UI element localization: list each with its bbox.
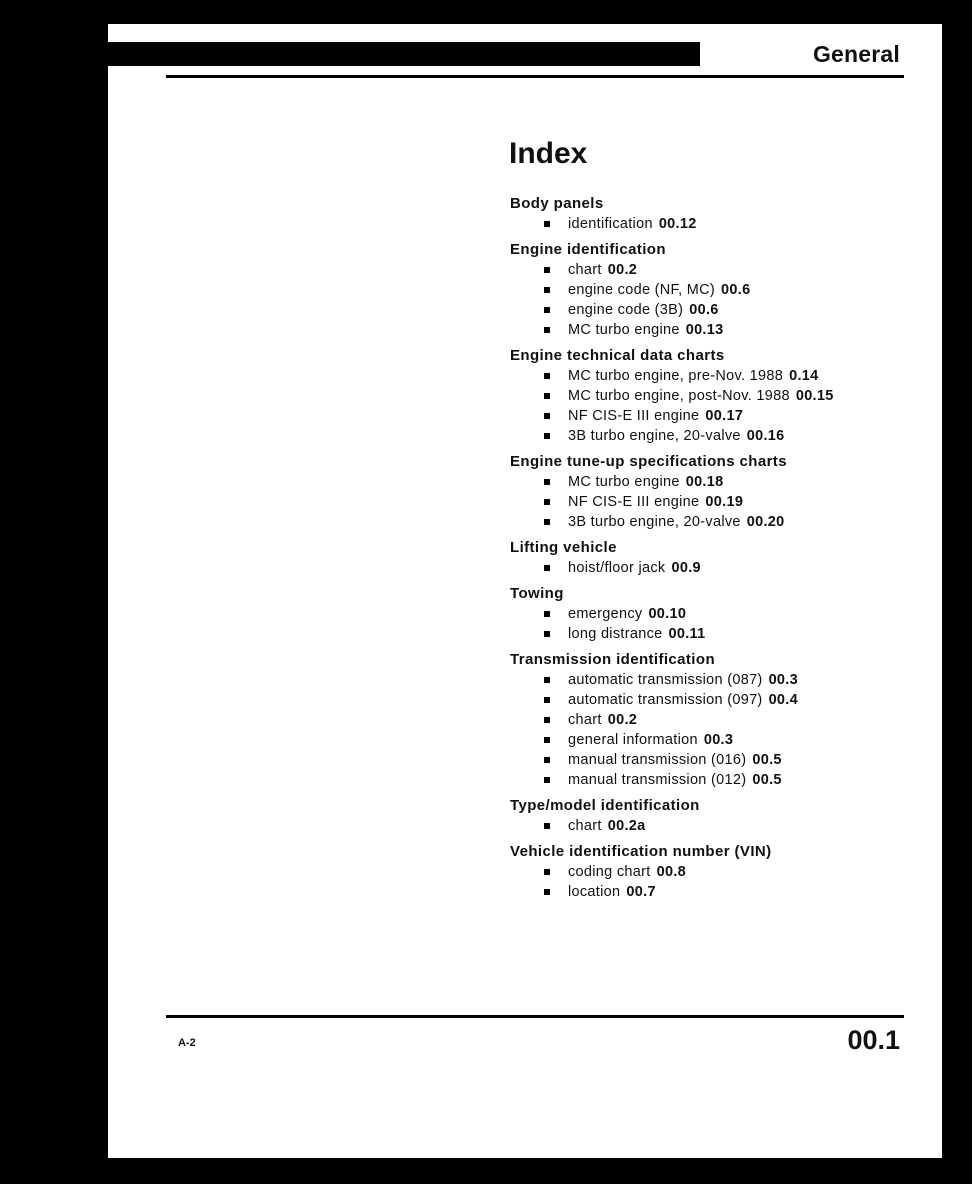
group-heading: Lifting vehicle [510,539,617,556]
entry-text: 3B turbo engine, 20-valve [568,514,741,530]
header-rule [166,75,904,78]
index-group [510,538,930,578]
group-heading: Engine identification [510,241,666,258]
square-bullet-icon [544,373,550,379]
entry-reference: 00.5 [752,752,782,768]
index-entry [510,710,930,730]
index-entry [510,280,930,300]
group-heading: Type/model identification [510,797,700,814]
entry-reference: 00.3 [703,732,734,748]
square-bullet-icon [544,267,550,273]
square-bullet-icon [544,757,550,763]
index-entry [510,214,930,234]
index-group [510,240,930,340]
entry-reference: 0.14 [789,368,819,384]
square-bullet-icon [544,393,550,399]
index-entry [510,366,930,386]
square-bullet-icon [544,327,550,333]
square-bullet-icon [544,677,550,683]
entry-text: emergency [568,606,643,622]
square-bullet-icon [544,499,550,505]
entry-reference: 00.7 [626,884,656,900]
index-entry [510,386,930,406]
entry-reference: 00.2a [607,818,646,834]
index-entry [510,260,930,280]
header-bar [108,42,700,66]
entry-reference: 00.8 [656,864,687,880]
square-bullet-icon [544,631,550,637]
index-entry [510,320,930,340]
entry-text: long distrance [568,626,663,642]
group-heading: Transmission identification [510,651,716,668]
index-entry [510,624,930,644]
index-list [510,194,930,908]
group-heading: Engine technical data charts [510,347,725,364]
entry-text: chart [568,712,602,728]
entry-text: NF CIS-E III engine [568,494,700,510]
page-title: Index [509,137,588,170]
entry-reference: 00.3 [768,672,798,688]
index-entry [510,816,930,836]
square-bullet-icon [544,479,550,485]
square-bullet-icon [544,697,550,703]
entry-text: hoist/floor jack [568,560,666,576]
entry-text: engine code (3B) [568,302,684,318]
entry-reference: 00.18 [685,474,724,490]
square-bullet-icon [544,889,550,895]
index-entry [510,492,930,512]
entry-reference: 00.13 [685,322,724,338]
entry-reference: 00.20 [746,514,785,530]
entry-text: general information [568,732,698,748]
index-group [510,194,930,234]
index-group [510,346,930,446]
square-bullet-icon [544,737,550,743]
square-bullet-icon [544,287,550,293]
square-bullet-icon [544,519,550,525]
index-entry [510,862,930,882]
square-bullet-icon [544,777,550,783]
index-entry [510,730,930,750]
entry-reference: 00.17 [705,408,744,424]
entry-reference: 00.5 [752,772,782,788]
square-bullet-icon [544,307,550,313]
entry-reference: 00.9 [671,560,701,576]
entry-reference: 00.6 [721,282,751,298]
index-entry [510,882,930,902]
index-entry [510,604,930,624]
footer-code: A-2 [178,1037,196,1049]
index-entry [510,558,930,578]
section-title: General [812,41,900,67]
entry-text: NF CIS-E III engine [568,408,700,424]
index-entry [510,770,930,790]
index-group [510,584,930,644]
entry-text: manual transmission (016) [568,752,747,768]
square-bullet-icon [544,433,550,439]
entry-reference: 00.12 [658,216,697,232]
square-bullet-icon [544,565,550,571]
index-entry [510,690,930,710]
entry-reference: 00.2 [607,262,638,278]
entry-reference: 00.16 [746,428,785,444]
square-bullet-icon [544,717,550,723]
entry-text: MC turbo engine, pre-Nov. 1988 [568,368,784,384]
entry-reference: 00.4 [768,692,798,708]
index-group [510,842,930,902]
index-entry [510,472,930,492]
index-group [510,796,930,836]
group-heading: Body panels [510,195,604,212]
entry-reference: 00.19 [705,494,744,510]
entry-text: manual transmission (012) [568,772,747,788]
entry-reference: 00.6 [689,302,719,318]
entry-text: location [568,884,621,900]
index-entry [510,750,930,770]
entry-reference: 00.2 [607,712,638,728]
entry-reference: 00.15 [795,388,834,404]
footer-rule [166,1015,904,1018]
index-group [510,650,930,790]
entry-text: MC turbo engine, post-Nov. 1988 [568,388,790,404]
entry-text: identification [568,216,653,232]
entry-text: engine code (NF, MC) [568,282,716,298]
group-heading: Vehicle identification number (VIN) [510,843,772,860]
entry-text: MC turbo engine [568,322,680,338]
entry-text: automatic transmission (097) [568,692,763,708]
square-bullet-icon [544,869,550,875]
page-number: 00.1 [847,1025,900,1055]
square-bullet-icon [544,221,550,227]
square-bullet-icon [544,823,550,829]
entry-reference: 00.11 [668,626,706,642]
group-heading: Towing [510,585,564,602]
document-page [108,24,942,1158]
entry-text: chart [568,262,602,278]
group-heading: Engine tune-up specifications charts [510,453,787,470]
entry-text: coding chart [568,864,651,880]
index-entry [510,300,930,320]
entry-text: automatic transmission (087) [568,672,763,688]
index-entry [510,670,930,690]
index-entry [510,512,930,532]
entry-reference: 00.10 [648,606,687,622]
index-entry [510,406,930,426]
entry-text: chart [568,818,602,834]
index-entry [510,426,930,446]
entry-text: MC turbo engine [568,474,680,490]
square-bullet-icon [544,611,550,617]
entry-text: 3B turbo engine, 20-valve [568,428,741,444]
index-group [510,452,930,532]
square-bullet-icon [544,413,550,419]
